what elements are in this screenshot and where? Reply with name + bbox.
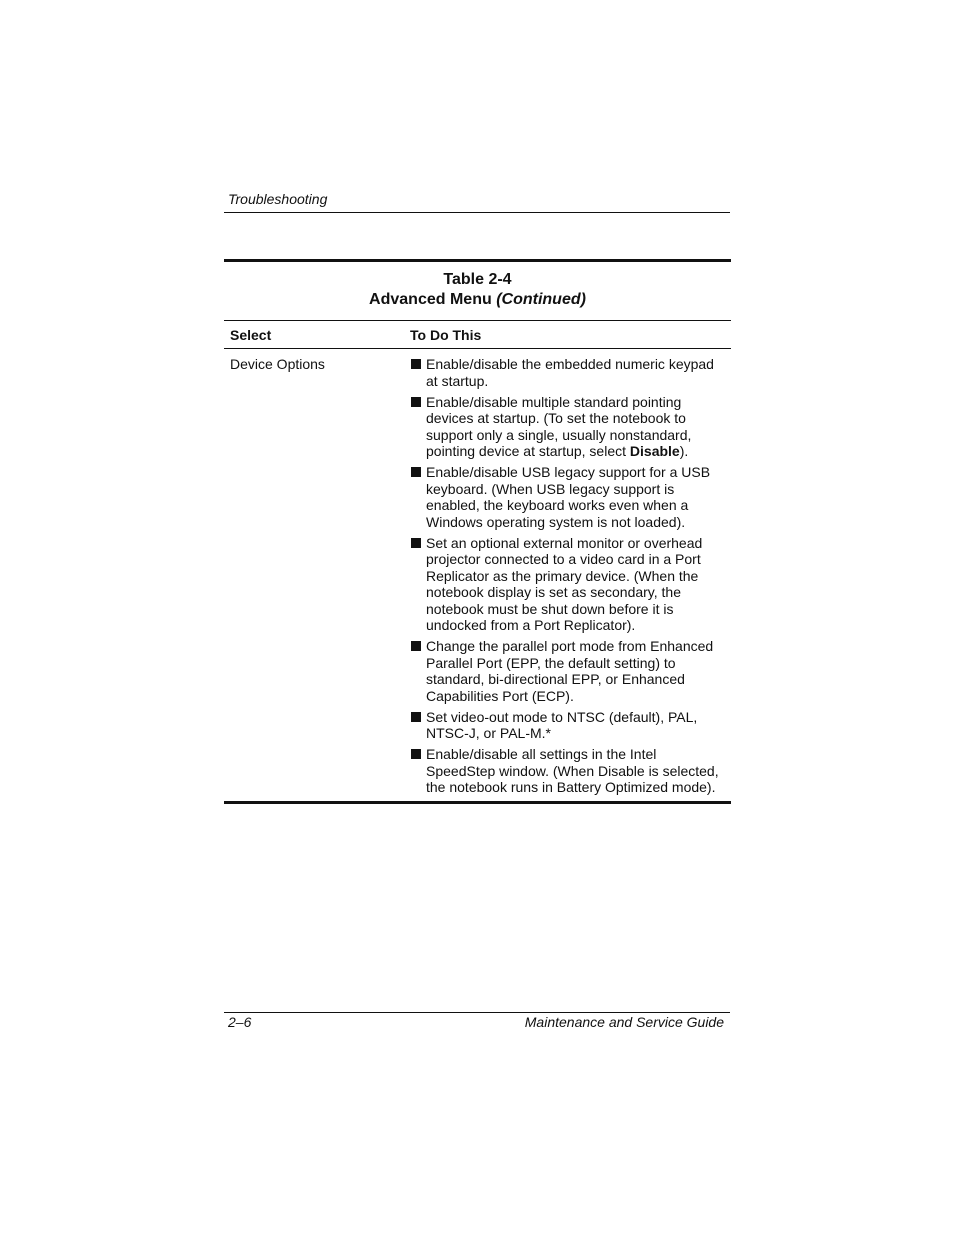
- list-item-text: Enable/disable all settings in the Intel SpeedStep window. (When Disable is selected, the notebook runs in Battery Optimized mode).: [426, 746, 719, 795]
- list-item-text: Change the parallel port mode from Enhanced Parallel Port (EPP, the default setting) to standard, bi-directional EPP, or Enhanced Capabilities Port (ECP).: [426, 638, 714, 704]
- square-bullet-icon: [411, 712, 421, 722]
- advanced-menu-table: [224, 259, 731, 804]
- list-item: [410, 356, 731, 389]
- list-item: [410, 746, 731, 796]
- list-item-text: Enable/disable the embedded numeric keypad at startup.: [426, 356, 714, 389]
- table-row: [224, 349, 731, 801]
- page-number: 2–6: [228, 1014, 252, 1030]
- square-bullet-icon: [411, 538, 421, 548]
- list-item: [410, 638, 731, 704]
- table-title-continued: (Continued): [496, 291, 586, 308]
- todo-list: [410, 356, 731, 796]
- list-item: [410, 394, 731, 460]
- list-item-text-before: Enable/disable multiple standard pointing devices at startup. (To set the notebook to support only a single, usually nonstandard, pointing device at startup, select: [426, 393, 692, 459]
- list-item: [410, 535, 731, 634]
- table-header-row: [224, 320, 731, 349]
- list-item-text-after: ).: [679, 443, 689, 459]
- table-bottom-rule: [224, 801, 731, 804]
- square-bullet-icon: [411, 641, 421, 651]
- table-caption: [224, 262, 731, 320]
- select-cell: Device Options: [230, 356, 325, 372]
- header-rule: [224, 212, 730, 213]
- list-item: [410, 464, 731, 530]
- table-title-main: Advanced Menu: [369, 291, 492, 308]
- list-item-text: Set video-out mode to NTSC (default), PAL, NTSC-J, or PAL-M.*: [426, 708, 698, 741]
- table-number: Table 2-4: [443, 271, 512, 288]
- square-bullet-icon: [411, 397, 421, 407]
- table-title: [224, 290, 731, 310]
- column-header-todo: To Do This: [410, 326, 482, 343]
- guide-title: Maintenance and Service Guide: [524, 1014, 724, 1030]
- list-item-text: Enable/disable USB legacy support for a USB keyboard. (When USB legacy support is enabled, the keyboard works even when a Windows operating system is not loaded).: [426, 464, 711, 530]
- list-item-bold-term: Disable: [629, 443, 680, 459]
- running-header: Troubleshooting: [228, 191, 328, 207]
- square-bullet-icon: [411, 749, 421, 759]
- square-bullet-icon: [411, 467, 421, 477]
- list-item: [410, 709, 731, 742]
- column-header-select: Select: [230, 326, 272, 343]
- footer-rule: [224, 1012, 730, 1013]
- square-bullet-icon: [411, 359, 421, 369]
- list-item-text: Set an optional external monitor or overhead projector connected to a video card in a Port Replicator as the primary device. (When the notebook display is set as secondary, the notebook must be shut down before it is undocked from a Port Replicator).: [426, 534, 703, 633]
